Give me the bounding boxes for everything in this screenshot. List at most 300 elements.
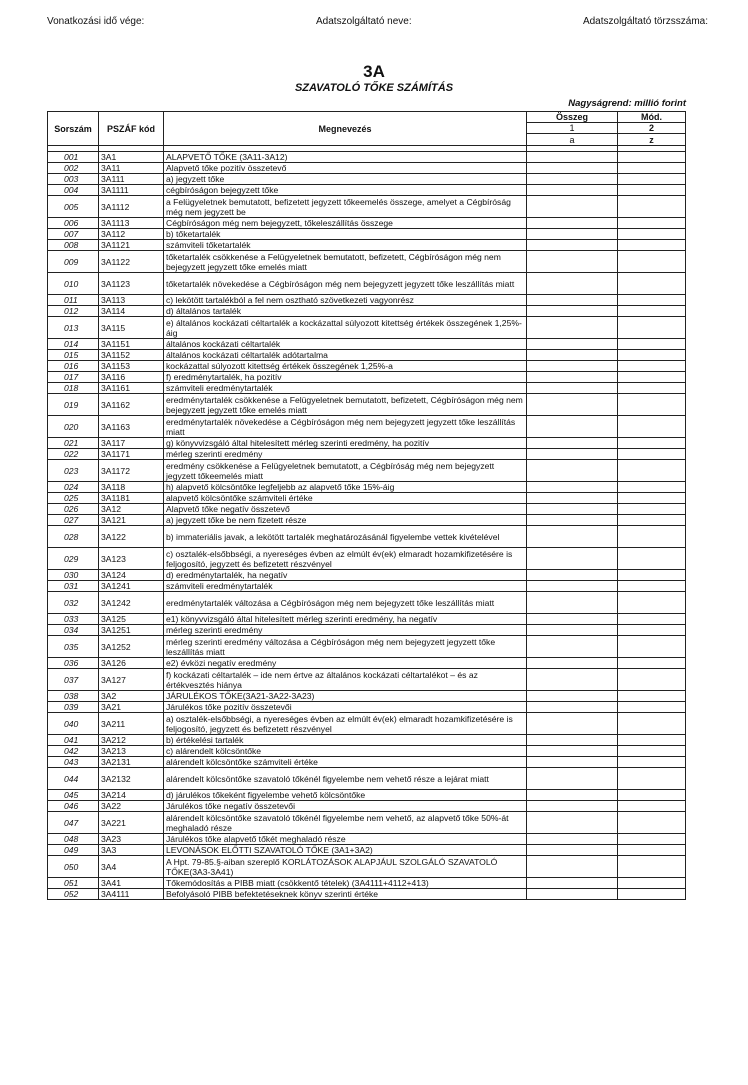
mod-cell[interactable] xyxy=(618,416,686,438)
amount-cell[interactable] xyxy=(527,801,618,812)
amount-cell[interactable] xyxy=(527,438,618,449)
row-number: 052 xyxy=(48,889,99,900)
col-header-sorszam: Sorszám xyxy=(48,112,99,146)
row-code: 3A41 xyxy=(99,878,164,889)
table-row xyxy=(48,438,686,449)
amount-cell[interactable] xyxy=(527,691,618,702)
mod-cell[interactable] xyxy=(618,438,686,449)
amount-cell[interactable] xyxy=(527,185,618,196)
amount-cell[interactable] xyxy=(527,614,618,625)
amount-cell[interactable] xyxy=(527,460,618,482)
row-code: 3A211 xyxy=(99,713,164,735)
row-name: alárendelt kölcsöntőke szavatoló tőkénél figyelembe nem vehető része a lejárat miatt xyxy=(164,768,527,790)
report-header xyxy=(0,16,748,30)
table-row xyxy=(48,746,686,757)
row-number: 010 xyxy=(48,273,99,295)
table-row xyxy=(48,614,686,625)
row-name: eredménytartalék növekedése a Cégbíróságon még nem bejegyzett jegyzett tőke leszállítás miatt xyxy=(164,416,527,438)
table-row xyxy=(48,196,686,218)
table-row xyxy=(48,251,686,273)
mod-cell[interactable] xyxy=(618,856,686,878)
mod-cell[interactable] xyxy=(618,251,686,273)
row-code: 3A1151 xyxy=(99,339,164,350)
table-row xyxy=(48,416,686,438)
row-number: 049 xyxy=(48,845,99,856)
row-code: 3A1252 xyxy=(99,636,164,658)
mod-cell[interactable] xyxy=(618,592,686,614)
table-row xyxy=(48,515,686,526)
row-name: számviteli eredménytartalék xyxy=(164,383,527,394)
amount-cell[interactable] xyxy=(527,548,618,570)
form-title: SZAVATOLÓ TŐKE SZÁMÍTÁS xyxy=(294,82,454,94)
row-code: 3A111 xyxy=(99,174,164,185)
row-name: ALAPVETŐ TŐKE (3A11-3A12) xyxy=(164,152,527,163)
row-number: 042 xyxy=(48,746,99,757)
mod-cell[interactable] xyxy=(618,889,686,900)
mod-cell[interactable] xyxy=(618,548,686,570)
row-code: 3A1112 xyxy=(99,196,164,218)
amount-cell[interactable] xyxy=(527,526,618,548)
mod-cell[interactable] xyxy=(618,317,686,339)
row-number: 009 xyxy=(48,251,99,273)
amount-cell[interactable] xyxy=(527,482,618,493)
mod-cell[interactable] xyxy=(618,339,686,350)
amount-cell[interactable] xyxy=(527,229,618,240)
amount-cell[interactable] xyxy=(527,768,618,790)
row-code: 3A1163 xyxy=(99,416,164,438)
row-name: f) eredménytartalék, ha pozitív xyxy=(164,372,527,383)
row-name: a) jegyzett tőke xyxy=(164,174,527,185)
row-number: 035 xyxy=(48,636,99,658)
amount-cell[interactable] xyxy=(527,350,618,361)
row-number: 028 xyxy=(48,526,99,548)
mod-cell[interactable] xyxy=(618,526,686,548)
table-row xyxy=(48,460,686,482)
table-row xyxy=(48,636,686,658)
row-number: 003 xyxy=(48,174,99,185)
row-number: 019 xyxy=(48,394,99,416)
row-number: 008 xyxy=(48,240,99,251)
provider-id-label: Adatszolgáltató törzsszáma: xyxy=(582,16,708,27)
mod-cell[interactable] xyxy=(618,636,686,658)
row-number: 027 xyxy=(48,515,99,526)
table-row xyxy=(48,273,686,295)
table-row xyxy=(48,592,686,614)
row-number: 029 xyxy=(48,548,99,570)
row-name: mérleg szerinti eredmény változása a Cégbíróságon még nem bejegyzett jegyzett tőke leszállítás miatt xyxy=(164,636,527,658)
row-name: számviteli eredménytartalék xyxy=(164,581,527,592)
amount-cell[interactable] xyxy=(527,493,618,504)
row-name: alárendelt kölcsöntőke számviteli értéke xyxy=(164,757,527,768)
row-number: 036 xyxy=(48,658,99,669)
table-row xyxy=(48,801,686,812)
row-name: eredménytartalék változása a Cégbíróságon még nem bejegyzett tőke leszállítás miatt xyxy=(164,592,527,614)
row-code: 3A126 xyxy=(99,658,164,669)
table-row xyxy=(48,735,686,746)
mod-cell[interactable] xyxy=(618,394,686,416)
mod-cell[interactable] xyxy=(618,504,686,515)
row-name: általános kockázati céltartalék xyxy=(164,339,527,350)
row-name: eredménytartalék csökkenése a Felügyeletnek bemutatott, befizetett, Cégbíróságon még nem bejegyzett jegyzett tőke emelés miatt xyxy=(164,394,527,416)
row-code: 3A118 xyxy=(99,482,164,493)
mod-cell[interactable] xyxy=(618,229,686,240)
row-name: alapvető kölcsöntőke számviteli értéke xyxy=(164,493,527,504)
table-row xyxy=(48,482,686,493)
row-code: 3A1242 xyxy=(99,592,164,614)
row-number: 006 xyxy=(48,218,99,229)
mod-cell[interactable] xyxy=(618,163,686,174)
amount-cell[interactable] xyxy=(527,416,618,438)
table-row xyxy=(48,218,686,229)
row-number: 017 xyxy=(48,372,99,383)
table-row xyxy=(48,317,686,339)
row-name: e) általános kockázati céltartalék a kockázattal súlyozott kitettség értékek összegének 1,25%-áig xyxy=(164,317,527,339)
amount-cell[interactable] xyxy=(527,570,618,581)
form-code: 3A xyxy=(363,62,385,81)
row-code: 3A12 xyxy=(99,504,164,515)
row-name: b) tőketartalék xyxy=(164,229,527,240)
row-name: Alapvető tőke pozitív összetevő xyxy=(164,163,527,174)
row-name: mérleg szerinti eredmény xyxy=(164,449,527,460)
row-name: f) kockázati céltartalék – ide nem értve az általános kockázati céltartalékot – és az értékvesztés hiánya xyxy=(164,669,527,691)
col-header-pszaf: PSZÁF kód xyxy=(99,112,164,146)
row-code: 3A127 xyxy=(99,669,164,691)
row-name: h) alapvető kölcsöntőke legfeljebb az alapvető tőke 15%-áig xyxy=(164,482,527,493)
amount-cell[interactable] xyxy=(527,295,618,306)
amount-cell[interactable] xyxy=(527,669,618,691)
row-code: 3A221 xyxy=(99,812,164,834)
mod-cell[interactable] xyxy=(618,746,686,757)
row-name: a Felügyeletnek bemutatott, befizetett jegyzett tőkeemelés összege, amelyet a Cégbíróság még nem jegyzett be xyxy=(164,196,527,218)
row-code: 3A23 xyxy=(99,834,164,845)
row-number: 046 xyxy=(48,801,99,812)
table-row xyxy=(48,350,686,361)
mod-cell[interactable] xyxy=(618,240,686,251)
row-number: 039 xyxy=(48,702,99,713)
row-code: 3A124 xyxy=(99,570,164,581)
mod-cell[interactable] xyxy=(618,383,686,394)
row-number: 043 xyxy=(48,757,99,768)
provider-name-label: Adatszolgáltató neve: xyxy=(316,16,412,27)
amount-cell[interactable] xyxy=(527,372,618,383)
table-row xyxy=(48,768,686,790)
reference-period-label: Vonatkozási idő vége: xyxy=(47,16,145,27)
row-code: 3A113 xyxy=(99,295,164,306)
row-name: általános kockázati céltartalék adótartalma xyxy=(164,350,527,361)
row-code: 3A1241 xyxy=(99,581,164,592)
row-name: b) értékelési tartalék xyxy=(164,735,527,746)
table-row xyxy=(48,878,686,889)
row-number: 018 xyxy=(48,383,99,394)
mod-cell[interactable] xyxy=(618,713,686,735)
row-name: Befolyásoló PIBB befektetéseknek könyv szerinti értéke xyxy=(164,889,527,900)
mod-cell[interactable] xyxy=(618,570,686,581)
mod-cell[interactable] xyxy=(618,493,686,504)
row-number: 013 xyxy=(48,317,99,339)
row-name: Járulékos tőke pozitív összetevői xyxy=(164,702,527,713)
table-row xyxy=(48,790,686,801)
mod-cell[interactable] xyxy=(618,658,686,669)
table-row xyxy=(48,361,686,372)
amount-cell[interactable] xyxy=(527,152,618,163)
table-row xyxy=(48,658,686,669)
amount-cell[interactable] xyxy=(527,174,618,185)
amount-cell[interactable] xyxy=(527,592,618,614)
table-row xyxy=(48,548,686,570)
table-row xyxy=(48,240,686,251)
amount-cell[interactable] xyxy=(527,504,618,515)
mod-cell[interactable] xyxy=(618,372,686,383)
amount-cell[interactable] xyxy=(527,163,618,174)
row-number: 002 xyxy=(48,163,99,174)
mod-cell[interactable] xyxy=(618,449,686,460)
amount-cell[interactable] xyxy=(527,383,618,394)
row-number: 041 xyxy=(48,735,99,746)
row-name: c) alárendelt kölcsöntőke xyxy=(164,746,527,757)
table-row xyxy=(48,526,686,548)
mod-cell[interactable] xyxy=(618,460,686,482)
amount-cell[interactable] xyxy=(527,658,618,669)
table-row xyxy=(48,174,686,185)
row-code: 3A21 xyxy=(99,702,164,713)
row-number: 022 xyxy=(48,449,99,460)
row-number: 051 xyxy=(48,878,99,889)
row-name: e2) évközi negatív eredmény xyxy=(164,658,527,669)
mod-cell[interactable] xyxy=(618,350,686,361)
amount-cell[interactable] xyxy=(527,713,618,735)
row-number: 032 xyxy=(48,592,99,614)
row-name: d) eredménytartalék, ha negatív xyxy=(164,570,527,581)
row-number: 015 xyxy=(48,350,99,361)
row-code: 3A3 xyxy=(99,845,164,856)
row-number: 044 xyxy=(48,768,99,790)
amount-cell[interactable] xyxy=(527,889,618,900)
row-code: 3A2 xyxy=(99,691,164,702)
unit-note: Nagyságrend: millió forint xyxy=(568,98,686,109)
amount-cell[interactable] xyxy=(527,581,618,592)
table-row xyxy=(48,394,686,416)
row-name: tőketartalék növekedése a Cégbíróságon még nem bejegyzett jegyzett tőke leszállítás miatt xyxy=(164,273,527,295)
mod-cell[interactable] xyxy=(618,757,686,768)
amount-cell[interactable] xyxy=(527,702,618,713)
mod-cell[interactable] xyxy=(618,295,686,306)
row-number: 033 xyxy=(48,614,99,625)
amount-cell[interactable] xyxy=(527,636,618,658)
row-code: 3A117 xyxy=(99,438,164,449)
mod-cell[interactable] xyxy=(618,735,686,746)
row-code: 3A2131 xyxy=(99,757,164,768)
row-name: A Hpt. 79-85.§-aiban szereplő KORLÁTOZÁSOK ALAPJÁUL SZOLGÁLÓ SZAVATOLÓ TŐKE(3A3-3A41) xyxy=(164,856,527,878)
amount-cell[interactable] xyxy=(527,449,618,460)
row-name: d) járulékos tőkeként figyelembe vehető kölcsöntőke xyxy=(164,790,527,801)
row-name: Járulékos tőke alapvető tőkét meghaladó része xyxy=(164,834,527,845)
mod-cell[interactable] xyxy=(618,878,686,889)
amount-cell[interactable] xyxy=(527,812,618,834)
amount-cell[interactable] xyxy=(527,735,618,746)
amount-cell[interactable] xyxy=(527,251,618,273)
table-row xyxy=(48,229,686,240)
row-number: 016 xyxy=(48,361,99,372)
row-name: a) osztalék-elsőbbségi, a nyereséges évben az elmúlt év(ek) elmaradt hozamkifizetésére is feljogosító, jegyzett és befizetett részvényel xyxy=(164,713,527,735)
row-code: 3A213 xyxy=(99,746,164,757)
amount-cell[interactable] xyxy=(527,625,618,636)
table-row xyxy=(48,856,686,878)
row-name: alárendelt kölcsöntőke szavatoló tőkénél figyelembe nem vehető, az alapvető tőke 50%-át meghaladó része xyxy=(164,812,527,834)
row-code: 3A1113 xyxy=(99,218,164,229)
row-code: 3A1153 xyxy=(99,361,164,372)
col-number-osszeg: 1 xyxy=(527,123,618,134)
mod-cell[interactable] xyxy=(618,801,686,812)
mod-cell[interactable] xyxy=(618,812,686,834)
amount-cell[interactable] xyxy=(527,196,618,218)
table-row xyxy=(48,163,686,174)
row-number: 050 xyxy=(48,856,99,878)
row-name: d) általános tartalék xyxy=(164,306,527,317)
table-row xyxy=(48,449,686,460)
row-number: 034 xyxy=(48,625,99,636)
mod-cell[interactable] xyxy=(618,273,686,295)
mod-cell[interactable] xyxy=(618,152,686,163)
mod-cell[interactable] xyxy=(618,834,686,845)
table-row xyxy=(48,834,686,845)
table-row xyxy=(48,339,686,350)
amount-cell[interactable] xyxy=(527,856,618,878)
mod-cell[interactable] xyxy=(618,196,686,218)
mod-cell[interactable] xyxy=(618,669,686,691)
amount-cell[interactable] xyxy=(527,394,618,416)
row-name: Tőkemódosítás a PIBB miatt (csökkentő tételek) (3A4111+4112+413) xyxy=(164,878,527,889)
mod-cell[interactable] xyxy=(618,482,686,493)
row-name: g) könyvvizsgáló által hitelesített mérleg szerinti eredmény, ha pozitív xyxy=(164,438,527,449)
row-code: 3A1172 xyxy=(99,460,164,482)
table-row xyxy=(48,713,686,735)
amount-cell[interactable] xyxy=(527,834,618,845)
row-number: 030 xyxy=(48,570,99,581)
amount-cell[interactable] xyxy=(527,746,618,757)
table-row xyxy=(48,185,686,196)
mod-cell[interactable] xyxy=(618,614,686,625)
amount-cell[interactable] xyxy=(527,757,618,768)
table-row xyxy=(48,581,686,592)
mod-cell[interactable] xyxy=(618,768,686,790)
row-name: Alapvető tőke negatív összetevő xyxy=(164,504,527,515)
row-number: 048 xyxy=(48,834,99,845)
row-number: 024 xyxy=(48,482,99,493)
row-name: b) immateriális javak, a lekötött tartalék meghatározásánál figyelembe vettek kivételével xyxy=(164,526,527,548)
mod-cell[interactable] xyxy=(618,691,686,702)
row-name: kockázattal súlyozott kitettség értékek összegének 1,25%-a xyxy=(164,361,527,372)
col-header-osszeg: Összeg xyxy=(527,112,618,123)
col-number-mod: 2 xyxy=(618,123,686,134)
row-name: eredmény csökkenése a Felügyeletnek bemutatott, a Cégbíróság még nem bejegyzett jegyzett tőkeemelés miatt xyxy=(164,460,527,482)
row-name: LEVONÁSOK ELŐTTI SZAVATOLÓ TŐKE (3A1+3A2) xyxy=(164,845,527,856)
amount-cell[interactable] xyxy=(527,515,618,526)
row-number: 014 xyxy=(48,339,99,350)
amount-cell[interactable] xyxy=(527,218,618,229)
col-header-megnevezes: Megnevezés xyxy=(164,112,527,146)
row-code: 3A1181 xyxy=(99,493,164,504)
amount-cell[interactable] xyxy=(527,317,618,339)
table-row xyxy=(48,845,686,856)
table-row xyxy=(48,889,686,900)
mod-cell[interactable] xyxy=(618,174,686,185)
row-code: 3A121 xyxy=(99,515,164,526)
row-number: 020 xyxy=(48,416,99,438)
mod-cell[interactable] xyxy=(618,790,686,801)
row-code: 3A212 xyxy=(99,735,164,746)
row-code: 3A115 xyxy=(99,317,164,339)
row-code: 3A1123 xyxy=(99,273,164,295)
row-number: 025 xyxy=(48,493,99,504)
row-code: 3A1122 xyxy=(99,251,164,273)
row-number: 023 xyxy=(48,460,99,482)
row-name: cégbíróságon bejegyzett tőke xyxy=(164,185,527,196)
mod-cell[interactable] xyxy=(618,581,686,592)
mod-cell[interactable] xyxy=(618,306,686,317)
amount-cell[interactable] xyxy=(527,361,618,372)
row-name: számviteli tőketartalék xyxy=(164,240,527,251)
row-number: 004 xyxy=(48,185,99,196)
capital-table xyxy=(47,111,686,900)
mod-cell[interactable] xyxy=(618,845,686,856)
amount-cell[interactable] xyxy=(527,790,618,801)
mod-cell[interactable] xyxy=(618,515,686,526)
amount-cell[interactable] xyxy=(527,339,618,350)
row-code: 3A125 xyxy=(99,614,164,625)
mod-cell[interactable] xyxy=(618,361,686,372)
row-code: 3A122 xyxy=(99,526,164,548)
table-row xyxy=(48,295,686,306)
table-row xyxy=(48,493,686,504)
mod-cell[interactable] xyxy=(618,218,686,229)
row-code: 3A4111 xyxy=(99,889,164,900)
row-number: 040 xyxy=(48,713,99,735)
row-number: 047 xyxy=(48,812,99,834)
col-header-mod: Mód. xyxy=(618,112,686,123)
row-number: 005 xyxy=(48,196,99,218)
mod-cell[interactable] xyxy=(618,702,686,713)
row-code: 3A116 xyxy=(99,372,164,383)
row-code: 3A214 xyxy=(99,790,164,801)
row-code: 3A1162 xyxy=(99,394,164,416)
row-name: e1) könyvvizsgáló által hitelesített mérleg szerinti eredmény, ha negatív xyxy=(164,614,527,625)
table-row xyxy=(48,691,686,702)
row-name: c) lekötött tartalékból a fel nem osztható szövetkezeti vagyonrész xyxy=(164,295,527,306)
row-number: 001 xyxy=(48,152,99,163)
row-code: 3A11 xyxy=(99,163,164,174)
table-row xyxy=(48,152,686,163)
amount-cell[interactable] xyxy=(527,273,618,295)
row-code: 3A1161 xyxy=(99,383,164,394)
row-number: 031 xyxy=(48,581,99,592)
row-number: 012 xyxy=(48,306,99,317)
row-number: 038 xyxy=(48,691,99,702)
row-name: Járulékos tőke negatív összetevői xyxy=(164,801,527,812)
table-row xyxy=(48,702,686,713)
amount-cell[interactable] xyxy=(527,240,618,251)
mod-cell[interactable] xyxy=(618,185,686,196)
row-name: Cégbíróságon még nem bejegyzett, tőkeleszállítás összege xyxy=(164,218,527,229)
row-code: 3A1152 xyxy=(99,350,164,361)
row-number: 011 xyxy=(48,295,99,306)
mod-cell[interactable] xyxy=(618,625,686,636)
row-number: 026 xyxy=(48,504,99,515)
amount-cell[interactable] xyxy=(527,845,618,856)
row-number: 045 xyxy=(48,790,99,801)
row-name: c) osztalék-elsőbbségi, a nyereséges évben az elmúlt év(ek) elmaradt hozamkifizetésére is feljogosító, jegyzett és befizetett részvényel xyxy=(164,548,527,570)
amount-cell[interactable] xyxy=(527,306,618,317)
amount-cell[interactable] xyxy=(527,878,618,889)
